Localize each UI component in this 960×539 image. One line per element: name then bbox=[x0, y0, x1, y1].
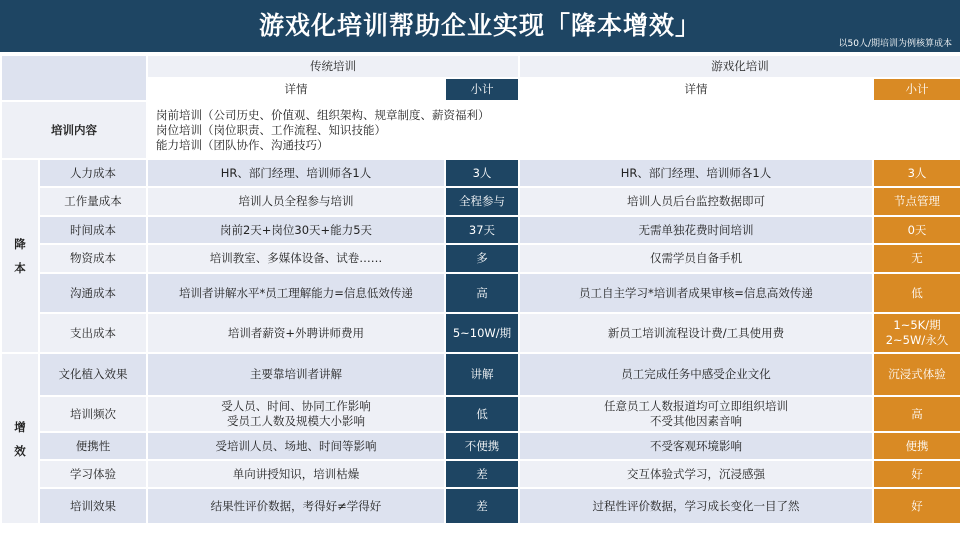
metric-label: 人力成本 bbox=[39, 159, 147, 187]
gamified-subtotal-line: 沉浸式体验 bbox=[888, 367, 946, 381]
gamified-detail bbox=[519, 313, 873, 353]
traditional-subtotal bbox=[445, 244, 519, 273]
metric-row bbox=[1, 244, 960, 273]
gamified-detail-line: 不受其他因素音响 bbox=[650, 414, 742, 428]
gamified-detail-line: 过程性评价数据，学习成长变化一目了然 bbox=[592, 498, 800, 513]
metric-row bbox=[1, 187, 960, 216]
gamified-detail-line: 仅需学员自备手机 bbox=[650, 251, 742, 265]
gamified-header: 游戏化培训 bbox=[519, 55, 960, 78]
section-char: 增 bbox=[14, 419, 26, 434]
gamified-subtotal bbox=[873, 159, 960, 187]
traditional-subtotal-line: 高 bbox=[476, 285, 488, 300]
traditional-header: 传统培训 bbox=[147, 55, 519, 78]
metric-label: 沟通成本 bbox=[39, 273, 147, 313]
metric-label: 便携性 bbox=[39, 432, 147, 460]
gamified-detail-line: 员工完成任务中感受企业文化 bbox=[621, 367, 771, 381]
traditional-detail-line: 培训人员全程参与培训 bbox=[238, 194, 354, 208]
metric-row bbox=[1, 488, 960, 524]
metric-row bbox=[1, 313, 960, 353]
gamified-subtotal-line: 低 bbox=[911, 285, 923, 300]
traditional-subtotal-line: 差 bbox=[476, 498, 488, 513]
traditional-subtotal bbox=[445, 432, 519, 460]
gamified-subtotal bbox=[873, 432, 960, 460]
section-char: 效 bbox=[14, 443, 26, 458]
traditional-detail bbox=[147, 273, 445, 313]
traditional-subtotal bbox=[445, 273, 519, 313]
gamified-subtotal-line: 节点管理 bbox=[894, 194, 940, 208]
traditional-subtotal bbox=[445, 353, 519, 396]
gamified-detail-line: 无需单独花费时间培训 bbox=[638, 222, 754, 237]
gamified-subtotal-line: 1~5K/期 bbox=[893, 318, 941, 332]
gamified-subtotal-line: 好 bbox=[911, 498, 923, 513]
traditional-detail-line: 受培训人员、场地、时间等影响 bbox=[215, 438, 377, 453]
traditional-subtotal bbox=[445, 313, 519, 353]
traditional-detail-line: 培训教室、多媒体设备、试卷…… bbox=[209, 251, 383, 265]
traditional-detail bbox=[147, 159, 445, 187]
traditional-subtotal bbox=[445, 216, 519, 244]
training-content-text bbox=[147, 101, 960, 159]
metric-label: 培训效果 bbox=[39, 488, 147, 524]
traditional-subtotal-line: 差 bbox=[476, 466, 488, 481]
metric-label: 支出成本 bbox=[39, 313, 147, 353]
gamified-subtotal-line: 2~5W/永久 bbox=[885, 333, 949, 347]
comparison-table bbox=[0, 54, 960, 525]
metric-row bbox=[1, 460, 960, 488]
traditional-subtotal-line: 低 bbox=[476, 406, 488, 421]
gamified-subtotal bbox=[873, 187, 960, 216]
traditional-subtotal-line: 5~10W/期 bbox=[452, 325, 512, 340]
gamified-detail bbox=[519, 460, 873, 488]
metric-label: 培训频次 bbox=[39, 396, 147, 432]
metric-label: 学习体验 bbox=[39, 460, 147, 488]
metric-label: 工作量成本 bbox=[39, 187, 147, 216]
gamified-detail-line: 交互体验式学习，沉浸感强 bbox=[627, 466, 765, 481]
gamified-detail bbox=[519, 396, 873, 432]
gamified-detail bbox=[519, 216, 873, 244]
gamified-detail-line: 任意员工人数报道均可立即组织培训 bbox=[604, 399, 788, 413]
traditional-detail bbox=[147, 460, 445, 488]
page-title: 游戏化培训帮助企业实现「降本增效」 bbox=[258, 11, 701, 40]
metric-row bbox=[1, 396, 960, 432]
traditional-detail bbox=[147, 187, 445, 216]
gamified-detail-line: 员工自主学习*培训者成果审核=信息高效传递 bbox=[579, 285, 813, 300]
traditional-detail bbox=[147, 216, 445, 244]
gamified-detail bbox=[519, 488, 873, 524]
gamified-subtotal bbox=[873, 244, 960, 273]
traditional-detail-line: 受员工人数及规模大小影响 bbox=[227, 414, 365, 428]
metric-row bbox=[1, 273, 960, 313]
traditional-subtotal-line: 不便携 bbox=[464, 438, 500, 453]
traditional-detail bbox=[147, 313, 445, 353]
traditional-detail-line: 主要靠培训者讲解 bbox=[250, 367, 342, 381]
traditional-detail bbox=[147, 353, 445, 396]
gamified-subtotal bbox=[873, 460, 960, 488]
gamified-subtotal-line: 3人 bbox=[907, 165, 927, 180]
metric-row bbox=[1, 432, 960, 460]
traditional-detail bbox=[147, 488, 445, 524]
gamified-subtotal bbox=[873, 216, 960, 244]
calculation-note: 以50人/期培训为例核算成本 bbox=[838, 39, 952, 49]
gamified-subtotal-line: 好 bbox=[911, 466, 923, 481]
content-line: 岗位培训（岗位职责、工作流程、知识技能） bbox=[156, 122, 386, 137]
gamified-subtotal bbox=[873, 313, 960, 353]
traditional-subtotal-line: 讲解 bbox=[470, 367, 494, 381]
gamified-detail bbox=[519, 432, 873, 460]
traditional-detail bbox=[147, 396, 445, 432]
traditional-detail-line: 培训者讲解水平*员工理解能力=信息低效传递 bbox=[179, 285, 413, 300]
gamified-subtotal-line: 0天 bbox=[907, 222, 927, 237]
traditional-detail-line: HR、部门经理、培训师各1人 bbox=[220, 165, 372, 180]
gamified-detail bbox=[519, 159, 873, 187]
metric-row bbox=[1, 159, 960, 187]
gamified-detail bbox=[519, 273, 873, 313]
gamified-detail-line: 不受客观环境影响 bbox=[650, 438, 742, 453]
traditional-detail-line: 岗前2天+岗位30天+能力5天 bbox=[219, 222, 373, 237]
gamified-detail-header: 详情 bbox=[519, 78, 873, 101]
gamified-subtotal-header: 小计 bbox=[873, 78, 960, 101]
gamified-detail bbox=[519, 244, 873, 273]
traditional-detail bbox=[147, 244, 445, 273]
metric-label: 文化植入效果 bbox=[39, 353, 147, 396]
traditional-detail bbox=[147, 432, 445, 460]
traditional-subtotal bbox=[445, 187, 519, 216]
traditional-subtotal-header: 小计 bbox=[445, 78, 519, 101]
gamified-detail-line: 新员工培训流程设计费/工具使用费 bbox=[607, 325, 785, 340]
gamified-subtotal-line: 无 bbox=[911, 251, 923, 265]
content-line: 岗前培训（公司历史、价值观、组织架构、规章制度、薪资福利） bbox=[156, 107, 490, 122]
cost-section-label bbox=[1, 159, 39, 353]
section-char: 本 bbox=[14, 261, 26, 275]
gamified-subtotal-line: 高 bbox=[911, 406, 923, 421]
traditional-detail-line: 受人员、时间、协同工作影响 bbox=[221, 399, 371, 413]
metric-row bbox=[1, 216, 960, 244]
metric-row bbox=[1, 353, 960, 396]
traditional-subtotal-line: 全程参与 bbox=[459, 194, 505, 208]
corner-cell bbox=[1, 55, 147, 101]
gamified-subtotal bbox=[873, 488, 960, 524]
traditional-detail-line: 培训者薪资+外聘讲师费用 bbox=[227, 325, 365, 340]
gamified-subtotal-line: 便携 bbox=[905, 438, 929, 453]
traditional-detail-header: 详情 bbox=[147, 78, 445, 101]
gamified-detail bbox=[519, 187, 873, 216]
traditional-subtotal bbox=[445, 396, 519, 432]
content-line: 能力培训（团队协作、沟通技巧） bbox=[156, 137, 329, 152]
traditional-detail-line: 单向讲授知识，培训枯燥 bbox=[232, 466, 360, 481]
gamified-subtotal bbox=[873, 273, 960, 313]
gamified-subtotal bbox=[873, 353, 960, 396]
traditional-subtotal-line: 多 bbox=[476, 251, 488, 265]
traditional-subtotal-line: 3人 bbox=[472, 165, 492, 180]
gamified-detail-line: HR、部门经理、培训师各1人 bbox=[620, 165, 772, 180]
metric-label: 物资成本 bbox=[39, 244, 147, 273]
metric-label: 时间成本 bbox=[39, 216, 147, 244]
section-char: 降 bbox=[14, 237, 26, 251]
gamified-detail-line: 培训人员后台监控数据即可 bbox=[627, 194, 765, 208]
gamified-subtotal bbox=[873, 396, 960, 432]
traditional-subtotal-line: 37天 bbox=[468, 222, 496, 237]
traditional-subtotal bbox=[445, 159, 519, 187]
traditional-subtotal bbox=[445, 460, 519, 488]
traditional-detail-line: 结果性评价数据，考得好≠学得好 bbox=[210, 498, 382, 513]
traditional-subtotal bbox=[445, 488, 519, 524]
training-content-label: 培训内容 bbox=[1, 101, 147, 159]
efficiency-section-label bbox=[1, 353, 39, 524]
gamified-detail bbox=[519, 353, 873, 396]
